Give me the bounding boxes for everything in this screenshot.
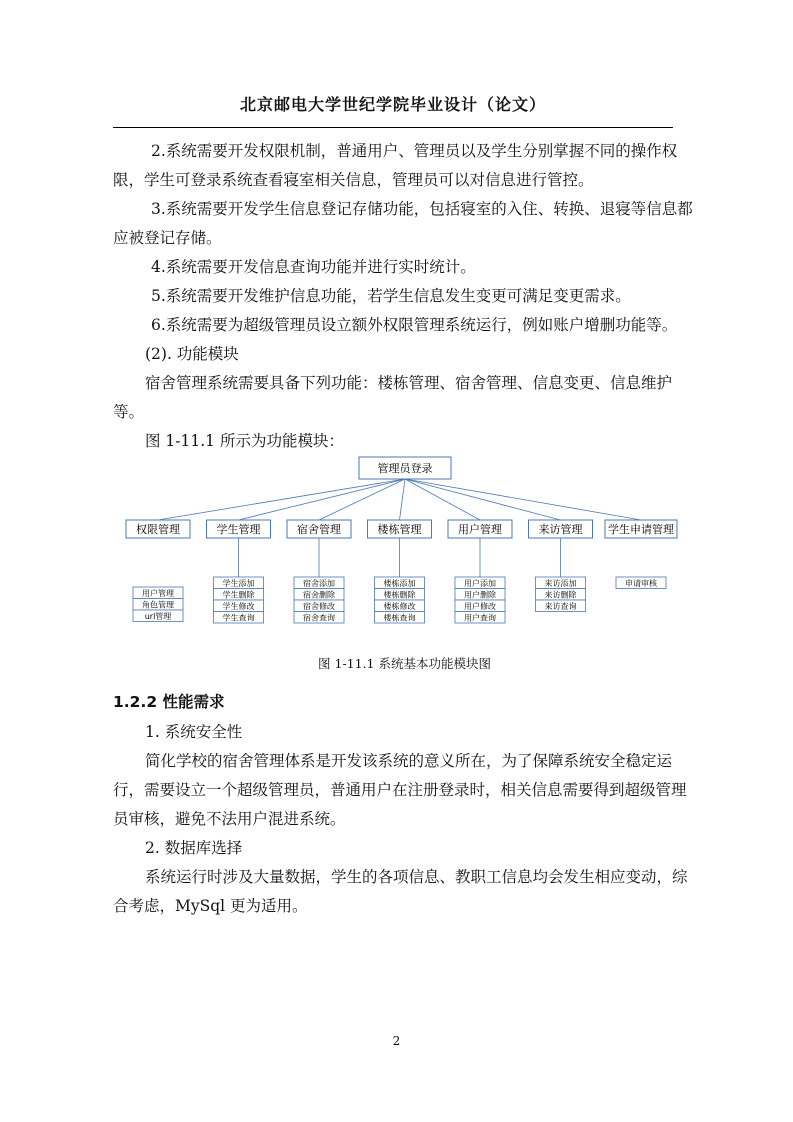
paragraph-req-6: 6.系统需要为超级管理员设立额外权限管理系统运行，例如账户增删功能等。 [151, 316, 678, 334]
figure-caption: 图 1-11.1 系统基本功能模块图 [318, 656, 491, 671]
section-title: 1.2.2 性能需求 [113, 693, 225, 711]
child-label: 学生查询 [222, 613, 255, 623]
connector-line [158, 479, 405, 520]
paragraph-figure-ref: 图 1-11.1 所示为功能模块： [145, 432, 344, 450]
paragraph-functions: 宿舍管理系统需要具备下列功能：楼栋管理、宿舍管理、信息变更、信息维护等。 [113, 374, 673, 421]
paragraph-req-2: 2.系统需要开发权限机制，普通用户、管理员以及学生分别掌握不同的操作权限，学生可登录系统查看寝室相关信息，管理员可以对信息进行管控。 [113, 142, 678, 189]
child-label: 用户添加 [464, 578, 496, 588]
child-label: 用户管理 [142, 588, 174, 598]
header-rule [113, 127, 673, 128]
child-label: 楼栋修改 [383, 601, 416, 611]
module-label: 权限管理 [136, 523, 180, 536]
child-label: 用户删除 [464, 590, 496, 600]
child-label: 楼栋删除 [383, 590, 416, 600]
paragraph-security: 简化学校的宿舍管理体系是开发该系统的意义所在，为了保障系统安全稳定运行，需要设立一个超级管理员，普通用户在注册登录时，相关信息需要得到超级管理员审核，避免不法用户混进系统。 [113, 752, 687, 828]
child-label: 用户查询 [464, 613, 496, 623]
subheading-security: 1. 系统安全性 [145, 723, 243, 741]
body-bottom [113, 718, 696, 921]
child-label: 宿舍查询 [303, 613, 335, 623]
child-label: 来访删除 [544, 590, 577, 600]
root-label: 管理员登录 [377, 462, 433, 475]
module-label: 学生管理 [216, 523, 261, 536]
child-label: 来访添加 [544, 578, 577, 588]
child-label: 宿舍修改 [303, 601, 335, 611]
paragraph-req-3: 3.系统需要开发学生信息登记存储功能，包括寝室的入住、转换、退寝等信息都应被登记存储。 [113, 200, 693, 247]
child-label: 用户修改 [464, 601, 496, 611]
subheading-function-modules: (2). 功能模块 [145, 345, 239, 363]
subheading-database: 2. 数据库选择 [145, 839, 243, 857]
child-label: 申请审核 [625, 578, 657, 588]
module-label: 宿舍管理 [297, 523, 341, 536]
module-label: 学生申请管理 [608, 523, 674, 536]
child-label: 宿舍添加 [303, 578, 335, 588]
connector-line [405, 479, 561, 520]
function-module-diagram [113, 450, 696, 640]
connector-line [405, 479, 641, 520]
connector-line [239, 479, 406, 520]
paragraph-req-5: 5.系统需要开发维护信息功能，若学生信息发生变更可满足变更需求。 [151, 287, 631, 305]
child-label: 楼栋添加 [383, 578, 416, 588]
child-label: 学生删除 [222, 590, 255, 600]
page-number: 2 [392, 1034, 401, 1048]
child-label: 宿舍删除 [303, 590, 335, 600]
paragraph-req-4: 4.系统需要开发信息查询功能并进行实时统计。 [151, 258, 476, 276]
child-label: 学生添加 [222, 578, 255, 588]
child-label: 楼栋查询 [383, 613, 416, 623]
paragraph-database: 系统运行时涉及大量数据，学生的各项信息、教职工信息均会发生相应变动，综合考虑，MySql 更为适用。 [113, 868, 688, 915]
child-label: url管理 [144, 611, 172, 621]
module-label: 楼栋管理 [377, 523, 422, 536]
module-label: 来访管理 [538, 523, 583, 536]
body-top [113, 137, 696, 456]
child-label: 学生修改 [222, 601, 255, 611]
page-header-title: 北京邮电大学世纪学院毕业设计（论文） [239, 95, 546, 114]
connector-line [400, 479, 406, 520]
child-label: 来访查询 [544, 601, 577, 611]
connector-line [319, 479, 405, 520]
module-label: 用户管理 [458, 523, 502, 536]
child-label: 角色管理 [142, 600, 174, 610]
